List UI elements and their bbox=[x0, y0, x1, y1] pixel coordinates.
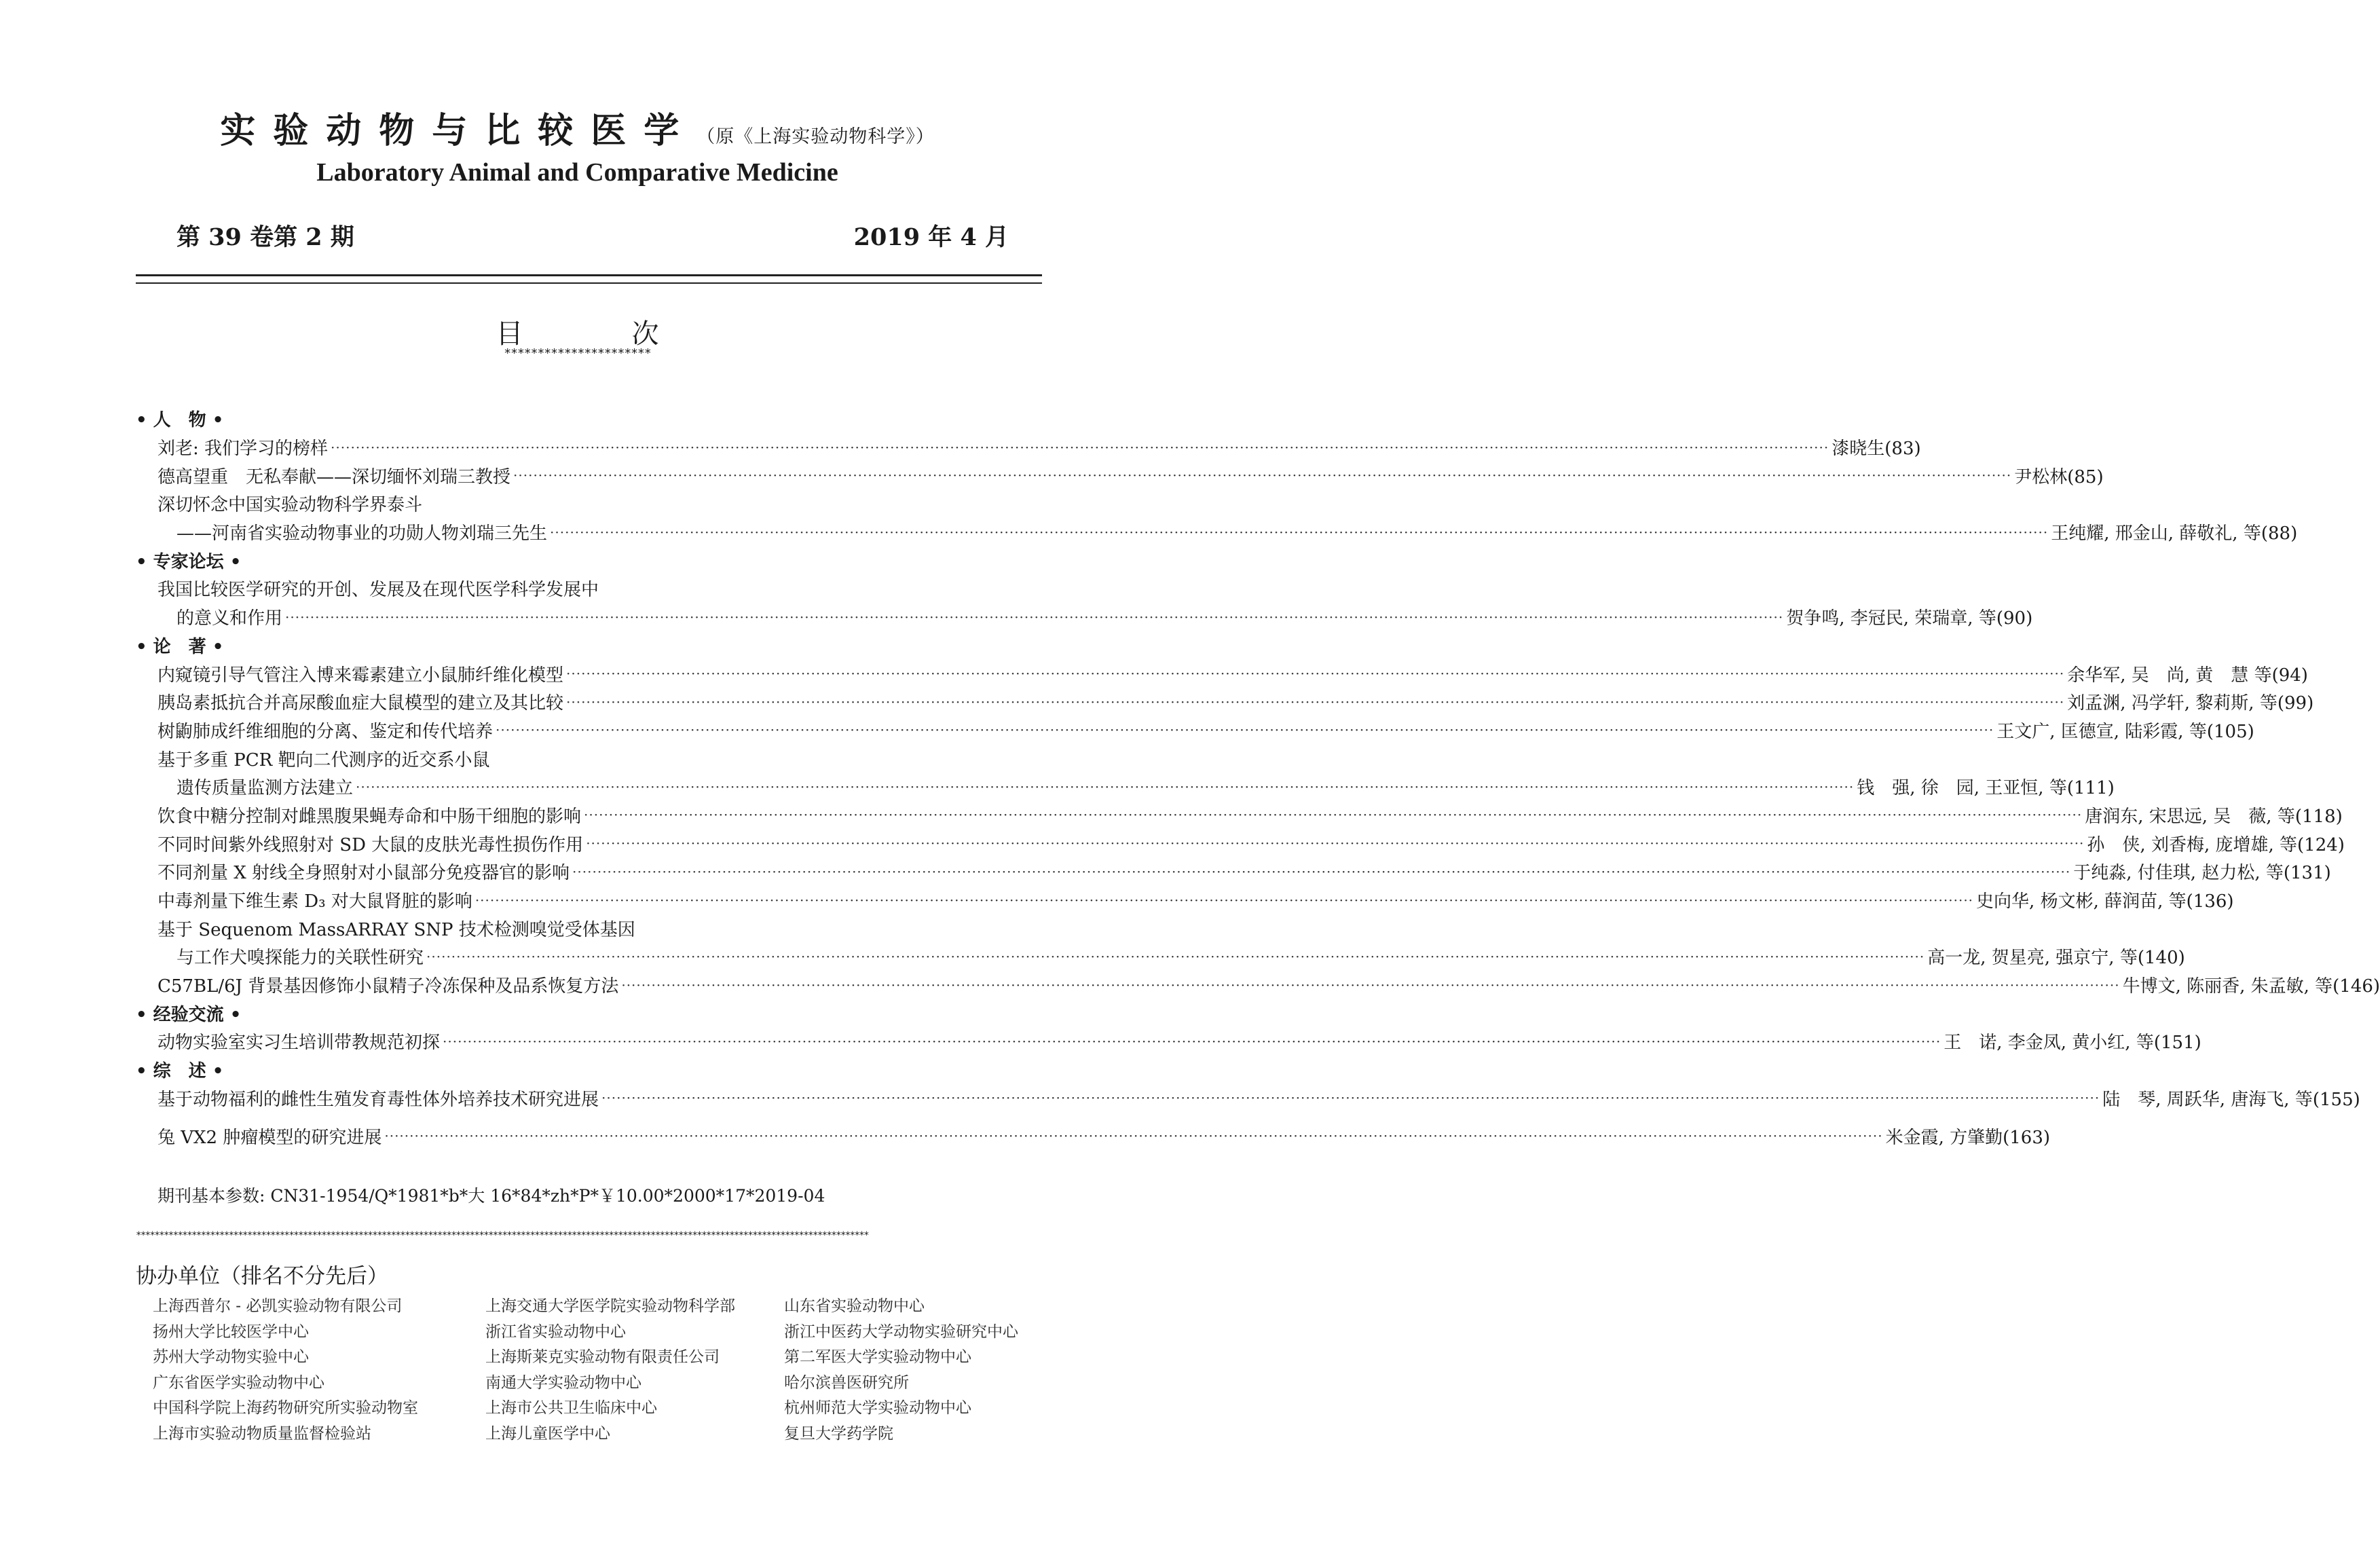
cooperator-unit: 浙江省实验动物中心 bbox=[485, 1322, 626, 1341]
toc-entry-authors: 史向华, 杨文彬, 薛润苗, 等(136) bbox=[1976, 891, 2234, 912]
toc-entry-authors: 孙 侠, 刘香梅, 庞增雄, 等(124) bbox=[2087, 834, 2345, 855]
toc-entry-title: 基于多重 PCR 靶向二代测序的近交系小鼠 bbox=[157, 749, 490, 771]
toc-entry-authors: 贺争鸣, 李冠民, 荣瑞章, 等(90) bbox=[1786, 608, 2033, 629]
toc-leader-dots: ············································································································································································································································································································ bbox=[572, 863, 2071, 880]
toc-entry-title: 不同剂量 X 射线全身照射对小鼠部分免疫器官的影响 bbox=[157, 863, 570, 884]
toc-section bbox=[136, 546, 1045, 574]
toc-entry bbox=[136, 773, 2115, 801]
journal-title-cn bbox=[0, 102, 1155, 153]
toc-leader-dots: ············································································································································································································································································································ bbox=[356, 778, 1855, 795]
toc-section bbox=[136, 999, 1045, 1027]
toc-leader-dots: ············································································································································································································································································································ bbox=[285, 608, 1784, 625]
toc-leader-dots: ············································································································································································································································································································ bbox=[621, 976, 2120, 993]
toc-section-title: • 专家论坛 • bbox=[136, 551, 242, 572]
toc-entry-title: 动物实验室实习生培训带教规范初探 bbox=[157, 1033, 441, 1054]
header-rule-top bbox=[136, 274, 1042, 276]
toc-entry bbox=[136, 829, 2345, 857]
header-rule-bottom bbox=[136, 282, 1042, 284]
cooperator-unit: 上海交通大学医学院实验动物科学部 bbox=[485, 1297, 735, 1315]
toc-leader-dots: ············································································································································································································································································································ bbox=[566, 693, 2065, 710]
toc-leader-dots: ············································································································································································································································································································ bbox=[584, 807, 2083, 823]
cooperator-unit: 南通大学实验动物中心 bbox=[485, 1373, 642, 1392]
toc-entry-authors: 牛博文, 陈丽香, 朱孟敏, 等(146) bbox=[2122, 976, 2380, 997]
toc-entry-authors: 高一龙, 贺星亮, 强京宁, 等(140) bbox=[1927, 948, 2185, 969]
toc-section-title: • 论 著 • bbox=[136, 636, 224, 657]
cooperator-unit: 苏州大学动物实验中心 bbox=[153, 1348, 309, 1366]
cooperators-title: 协办单位（排名不分先后） bbox=[136, 1264, 388, 1289]
toc-entry-title: 中毒剂量下维生素 D₃ 对大鼠肾脏的影响 bbox=[157, 891, 472, 912]
toc-entry bbox=[136, 603, 2033, 631]
journal-former-title: （原《上海实验动物科学》） bbox=[696, 126, 935, 147]
cooperator-unit: 中国科学院上海药物研究所实验动物室 bbox=[153, 1399, 418, 1417]
toc-entry-title: 与工作犬嗅探能力的关联性研究 bbox=[176, 948, 424, 969]
toc-leader-dots: ············································································································································································································································································································ bbox=[566, 665, 2065, 682]
toc-leader-dots: ············································································································································································································································································································ bbox=[496, 722, 1994, 739]
toc-entry bbox=[136, 744, 1045, 773]
toc-entry bbox=[136, 1027, 2201, 1056]
toc-entry-title: 内窥镜引导气管注入博来霉素建立小鼠肺纤维化模型 bbox=[157, 665, 564, 686]
toc-entry bbox=[136, 971, 2380, 999]
toc-leader-dots: ············································································································································································································································································································ bbox=[426, 948, 1925, 965]
toc-leader-dots: ············································································································································································································································································································ bbox=[513, 467, 2012, 484]
toc-entry bbox=[136, 942, 2185, 971]
toc-entry-title: 遗传质量监测方法建立 bbox=[176, 778, 354, 799]
toc-leader-dots: ············································································································································································································································································································ bbox=[550, 523, 2049, 540]
toc-entry-authors: 余华军, 吴 尚, 黄 慧 等(94) bbox=[2067, 665, 2308, 686]
toc-entry-title: 基于 Sequenom MassARRAY SNP 技术检测嗅觉受体基因 bbox=[157, 919, 635, 940]
toc-entry-authors: 于纯淼, 付佳琪, 赵力松, 等(131) bbox=[2073, 863, 2331, 884]
toc-section bbox=[136, 1056, 1045, 1084]
cooperator-unit: 上海西普尔 - 必凯实验动物有限公司 bbox=[153, 1297, 403, 1315]
cooperator-unit: 上海斯莱克实验动物有限责任公司 bbox=[485, 1348, 720, 1366]
toc-section-title: • 综 述 • bbox=[136, 1061, 224, 1082]
cooperator-unit: 第二军医大学实验动物中心 bbox=[784, 1348, 971, 1366]
toc-entry-authors: 漆晓生(83) bbox=[1832, 439, 1921, 460]
toc-entry bbox=[136, 716, 2254, 745]
toc-entry bbox=[136, 659, 2308, 688]
toc-entry-title: 深切怀念中国实验动物科学界泰斗 bbox=[157, 495, 423, 516]
toc-leader-dots: ············································································································································································································································································································ bbox=[586, 835, 2085, 852]
toc-section-title: • 人 物 • bbox=[136, 410, 224, 431]
cooperator-unit: 上海儿童医学中心 bbox=[485, 1424, 610, 1443]
toc-entry bbox=[136, 489, 1045, 518]
toc-heading: 目次 bbox=[496, 318, 768, 350]
toc-entry-title: 我国比较医学研究的开创、发展及在现代医学科学发展中 bbox=[157, 580, 599, 601]
cooperator-unit: 上海市实验动物质量监督检验站 bbox=[153, 1424, 371, 1443]
toc-entry-title: 的意义和作用 bbox=[176, 608, 283, 629]
toc-entry-title: 德高望重 无私奉献——深切缅怀刘瑞三教授 bbox=[157, 466, 511, 487]
toc-entry-authors: 王纯耀, 邢金山, 薛敬礼, 等(88) bbox=[2051, 523, 2298, 544]
toc-entry-title: 胰岛素抵抗合并高尿酸血症大鼠模型的建立及其比较 bbox=[157, 693, 564, 714]
toc-entry bbox=[136, 914, 1045, 942]
toc-heading-stars: ********************** bbox=[504, 346, 651, 360]
toc-entry-title: 兔 VX2 肿瘤模型的研究进展 bbox=[157, 1127, 382, 1148]
toc-leader-dots: ············································································································································································································································································································ bbox=[443, 1033, 1941, 1050]
volume-issue: 第 39 卷第 2 期 bbox=[176, 223, 354, 251]
separator-stars: ************************************************************************************************************************************************************** bbox=[136, 1230, 868, 1241]
toc-entry-authors: 尹松林(85) bbox=[2014, 466, 2104, 487]
toc-entry bbox=[136, 574, 1045, 603]
toc-entry bbox=[136, 1084, 2360, 1113]
cooperator-unit: 山东省实验动物中心 bbox=[784, 1297, 925, 1315]
toc-entry-title: 基于动物福利的雌性生殖发育毒性体外培养技术研究进展 bbox=[157, 1089, 599, 1110]
toc-entry-title: 饮食中糖分控制对雌黑腹果蝇寿命和中肠干细胞的影响 bbox=[157, 806, 582, 827]
toc-section-title: • 经验交流 • bbox=[136, 1004, 242, 1025]
toc-entry bbox=[136, 518, 2298, 547]
toc-entry-authors: 王 诺, 李金凤, 黄小红, 等(151) bbox=[1944, 1033, 2201, 1054]
cooperator-unit: 上海市公共卫生临床中心 bbox=[485, 1399, 657, 1417]
toc-entry-title: ——河南省实验动物事业的功勋人物刘瑞三先生 bbox=[176, 523, 548, 544]
cooperator-unit: 复旦大学药学院 bbox=[784, 1424, 893, 1443]
toc-entry bbox=[136, 857, 2331, 886]
toc-entry-authors: 钱 强, 徐 园, 王亚恒, 等(111) bbox=[1857, 778, 2115, 799]
cooperator-unit: 扬州大学比较医学中心 bbox=[153, 1322, 309, 1341]
cooperator-unit: 浙江中医药大学动物实验研究中心 bbox=[784, 1322, 1018, 1341]
table-of-contents bbox=[136, 405, 2380, 1150]
cooperators-list bbox=[153, 1294, 1049, 1447]
toc-section bbox=[136, 631, 1045, 660]
cooperator-unit: 杭州师范大学实验动物中心 bbox=[784, 1399, 971, 1417]
toc-entry bbox=[136, 461, 2104, 489]
issue-date: 2019 年 4 月 bbox=[853, 223, 1009, 251]
toc-section bbox=[136, 405, 1045, 433]
toc-entry-authors: 陆 琴, 周跃华, 唐海飞, 等(155) bbox=[2102, 1089, 2360, 1110]
cooperator-unit: 广东省医学实验动物中心 bbox=[153, 1373, 324, 1392]
journal-title-en: Laboratory Animal and Comparative Medicine bbox=[316, 158, 838, 187]
toc-entry bbox=[136, 433, 1921, 462]
toc-entry-authors: 刘孟渊, 冯学轩, 黎莉斯, 等(99) bbox=[2067, 693, 2314, 714]
toc-leader-dots: ············································································································································································································································································································ bbox=[601, 1090, 2100, 1107]
journal-parameters: 期刊基本参数: CN31-1954/Q*1981*b*大 16*84*zh*P*￥10.00*2000*17*2019-04 bbox=[157, 1186, 825, 1206]
toc-leader-dots: ············································································································································································································································································································ bbox=[475, 891, 1974, 908]
toc-entry-authors: 王文广, 匡德宣, 陆彩霞, 等(105) bbox=[1996, 721, 2254, 742]
journal-title-main: 实验动物与比较医学 bbox=[220, 110, 697, 151]
toc-entry-authors: 唐润东, 宋思远, 吴 薇, 等(118) bbox=[2085, 806, 2343, 827]
toc-entry bbox=[136, 801, 2343, 830]
toc-entry-authors: 米金霞, 方肇勤(163) bbox=[1885, 1127, 2051, 1148]
toc-entry bbox=[136, 1122, 2051, 1150]
cooperator-unit: 哈尔滨兽医研究所 bbox=[784, 1373, 909, 1392]
toc-entry bbox=[136, 886, 2234, 914]
toc-entry-title: 树鼩肺成纤维细胞的分离、鉴定和传代培养 bbox=[157, 721, 494, 742]
toc-leader-dots: ············································································································································································································································································································ bbox=[331, 439, 1829, 456]
toc-entry bbox=[136, 688, 2314, 716]
toc-entry-title: 不同时间紫外线照射对 SD 大鼠的皮肤光毒性损伤作用 bbox=[157, 834, 584, 855]
toc-leader-dots: ············································································································································································································································································································ bbox=[384, 1128, 1883, 1145]
toc-entry-title: 刘老: 我们学习的榜样 bbox=[157, 439, 329, 460]
toc-entry-title: C57BL/6J 背景基因修饰小鼠精子冷冻保种及品系恢复方法 bbox=[157, 976, 619, 997]
